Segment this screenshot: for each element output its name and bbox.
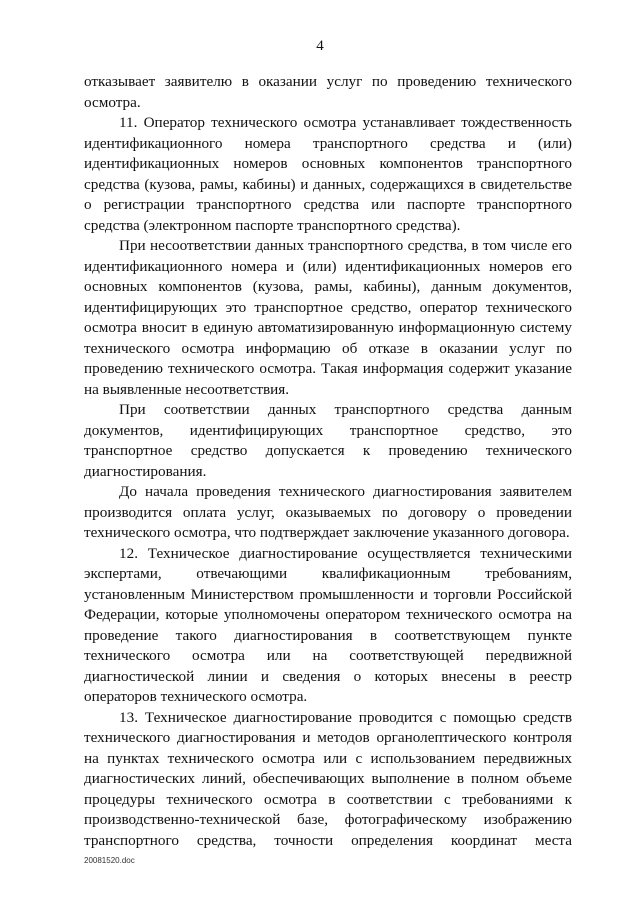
paragraph-2: 11. Оператор технического осмотра устанавливает тождественность идентификационного номера транспортного средства и (или) идентификационных номеров основных компонентов транспортного средства (кузова, рамы, кабины) и данных, содержащихся в свидетельстве о регистрации транспортного средства или паспорте транспортного средства (электронном паспорте транспортного средства). [84,114,572,234]
footer-file-code: 20081520.doc [84,856,135,865]
page-number: 4 [316,38,324,54]
paragraph-6: 12. Техническое диагностирование осуществляется техническими экспертами, отвечающими квалификационным требованиям, установленным Министерством промышленности и торговли Российской Федерации, которые уполномочены оператором технического осмотра на проведение такого диагностирования в соответствующем пункте технического осмотра или на соответствующей передвижной диагностической линии и сведения о которых внесены в реестр операторов технического осмотра. [84,544,572,705]
paragraph-1: отказывает заявителю в оказании услуг по проведению технического осмотра. [84,73,572,111]
paragraph-7: 13. Техническое диагностирование проводится с помощью средств технического диагностирования и методов органолептического контроля на пунктах технического осмотра или с использованием передвижных диагностических линий, обеспечивающих выполнение в полном объеме процедуры технического осмотра в соответствии с требованиями к производственно-технической базе, фотографическому изображению транспортного средства, точности определения координат места [84,708,572,849]
paragraph-4: При соответствии данных транспортного средства данным документов, идентифицирующих транспортное средство, это транспортное средство допускается к проведению технического диагностирования. [84,401,572,480]
paragraph-5: До начала проведения технического диагностирования заявителем производится оплата услуг, оказываемых по договору о проведении технического осмотра, что подтверждает заключение указанного договора. [84,483,572,541]
document-body [84,72,572,851]
paragraph-3: При несоответствии данных транспортного средства, в том числе его идентификационного номера и (или) идентификационных номеров его основных компонентов (кузова, рамы, кабины), данным документов, идентифицирующих это транспортное средство, оператор технического осмотра вносит в единую автоматизированную информационную систему технического осмотра информацию об отказе в оказании услуг по проведению технического осмотра. Такая информация содержит указание на выявленные несоответствия. [84,237,572,398]
